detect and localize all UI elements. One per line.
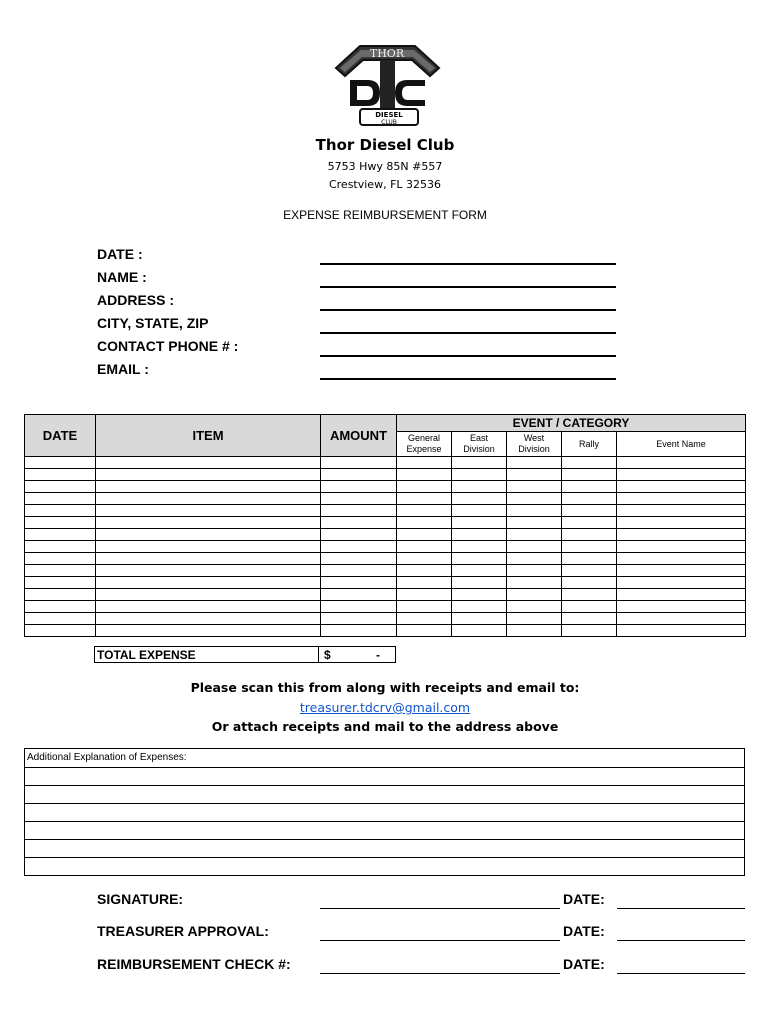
address-field[interactable] — [320, 309, 616, 311]
table-cell[interactable] — [617, 577, 746, 589]
table-cell[interactable] — [562, 517, 617, 529]
table-cell[interactable] — [25, 553, 96, 565]
svg-text:CLUB: CLUB — [381, 119, 397, 126]
col-header-date: DATE — [25, 415, 96, 457]
table-cell[interactable] — [321, 541, 397, 553]
signature-date-field[interactable] — [617, 908, 745, 909]
table-cell[interactable] — [397, 457, 452, 469]
table-cell[interactable] — [96, 469, 321, 481]
table-cell[interactable] — [25, 505, 96, 517]
table-cell[interactable] — [507, 505, 562, 517]
table-cell[interactable] — [562, 565, 617, 577]
table-cell[interactable] — [397, 577, 452, 589]
table-cell[interactable] — [452, 565, 507, 577]
date-field[interactable] — [320, 263, 616, 265]
table-cell[interactable] — [617, 505, 746, 517]
table-row — [25, 529, 746, 541]
table-cell[interactable] — [397, 541, 452, 553]
table-cell[interactable] — [321, 493, 397, 505]
table-cell[interactable] — [321, 457, 397, 469]
table-cell[interactable] — [617, 613, 746, 625]
table-cell[interactable] — [452, 481, 507, 493]
contact-phone-field[interactable] — [320, 355, 616, 357]
table-cell[interactable] — [562, 493, 617, 505]
reimbursement-check-label: REIMBURSEMENT CHECK #: — [97, 956, 291, 972]
col-header-event-category: EVENT / CATEGORY — [397, 415, 746, 432]
col-header-event-name: Event Name — [617, 432, 746, 457]
table-cell[interactable] — [452, 601, 507, 613]
table-cell[interactable] — [25, 457, 96, 469]
table-row — [25, 601, 746, 613]
col-header-amount: AMOUNT — [321, 415, 397, 457]
table-row — [25, 481, 746, 493]
table-cell[interactable] — [397, 589, 452, 601]
signature-date-label: DATE: — [563, 891, 605, 907]
table-cell[interactable] — [397, 565, 452, 577]
table-cell[interactable] — [397, 469, 452, 481]
table-cell[interactable] — [397, 601, 452, 613]
table-cell[interactable] — [321, 577, 397, 589]
table-cell[interactable] — [452, 613, 507, 625]
table-cell[interactable] — [562, 589, 617, 601]
table-cell[interactable] — [321, 469, 397, 481]
table-row — [25, 457, 746, 469]
table-cell[interactable] — [96, 613, 321, 625]
total-expense-label: TOTAL EXPENSE — [97, 648, 196, 662]
table-cell[interactable] — [25, 469, 96, 481]
table-cell[interactable] — [96, 601, 321, 613]
table-cell[interactable] — [321, 517, 397, 529]
table-cell[interactable] — [321, 553, 397, 565]
table-cell[interactable] — [562, 457, 617, 469]
table-cell[interactable] — [25, 577, 96, 589]
treasurer-approval-field[interactable] — [320, 940, 560, 941]
city-state-zip-field[interactable] — [320, 332, 616, 334]
explanation-line — [25, 803, 744, 804]
table-cell[interactable] — [96, 589, 321, 601]
table-cell[interactable] — [452, 625, 507, 637]
table-cell[interactable] — [617, 481, 746, 493]
table-cell[interactable] — [562, 601, 617, 613]
table-row — [25, 541, 746, 553]
table-cell[interactable] — [96, 541, 321, 553]
explanation-line — [25, 785, 744, 786]
table-cell[interactable] — [507, 541, 562, 553]
table-cell[interactable] — [452, 493, 507, 505]
table-cell[interactable] — [96, 529, 321, 541]
table-cell[interactable] — [96, 625, 321, 637]
signature-field[interactable] — [320, 908, 560, 909]
table-cell[interactable] — [507, 625, 562, 637]
table-cell[interactable] — [25, 601, 96, 613]
table-cell[interactable] — [562, 613, 617, 625]
table-cell[interactable] — [617, 517, 746, 529]
table-cell[interactable] — [562, 481, 617, 493]
table-cell[interactable] — [452, 553, 507, 565]
table-cell[interactable] — [507, 577, 562, 589]
table-cell[interactable] — [321, 625, 397, 637]
date-label: DATE : — [97, 246, 143, 262]
table-cell[interactable] — [96, 457, 321, 469]
col-header-item: ITEM — [96, 415, 321, 457]
table-cell[interactable] — [96, 565, 321, 577]
svg-text:DIESEL: DIESEL — [375, 111, 403, 119]
table-row — [25, 577, 746, 589]
explanation-line — [25, 767, 744, 768]
table-row — [25, 505, 746, 517]
treasurer-date-field[interactable] — [617, 940, 745, 941]
table-cell[interactable] — [617, 469, 746, 481]
city-state-zip-label: CITY, STATE, ZIP — [97, 315, 209, 331]
table-cell[interactable] — [25, 493, 96, 505]
table-cell[interactable] — [397, 481, 452, 493]
table-row — [25, 493, 746, 505]
table-cell[interactable] — [562, 541, 617, 553]
table-row — [25, 517, 746, 529]
table-cell[interactable] — [617, 493, 746, 505]
explanation-line — [25, 839, 744, 840]
table-cell[interactable] — [25, 625, 96, 637]
email-field[interactable] — [320, 378, 616, 380]
table-cell[interactable] — [452, 457, 507, 469]
check-date-label: DATE: — [563, 956, 605, 972]
table-cell[interactable] — [562, 505, 617, 517]
table-cell[interactable] — [562, 625, 617, 637]
table-cell[interactable] — [617, 541, 746, 553]
col-header-rally: Rally — [562, 432, 617, 457]
table-cell[interactable] — [617, 457, 746, 469]
explanation-line — [25, 857, 744, 858]
table-cell[interactable] — [507, 469, 562, 481]
table-cell[interactable] — [25, 529, 96, 541]
col-header-west-division: West Division — [507, 432, 562, 457]
table-cell[interactable] — [507, 493, 562, 505]
table-cell[interactable] — [25, 565, 96, 577]
instructions-line1: Please scan this from along with receipts and email to: — [190, 680, 580, 695]
table-cell[interactable] — [562, 529, 617, 541]
table-cell[interactable] — [397, 517, 452, 529]
treasurer-email-link[interactable]: treasurer.tdcrv@gmail.com — [299, 700, 471, 715]
table-cell[interactable] — [25, 613, 96, 625]
address-label: ADDRESS : — [97, 292, 175, 308]
table-cell[interactable] — [507, 529, 562, 541]
instructions-line2: Or attach receipts and mail to the address above — [211, 719, 559, 734]
table-cell[interactable] — [507, 457, 562, 469]
table-cell[interactable] — [96, 481, 321, 493]
additional-explanation-label: Additional Explanation of Expenses: — [27, 752, 187, 763]
table-cell[interactable] — [452, 505, 507, 517]
table-cell[interactable] — [397, 625, 452, 637]
table-cell[interactable] — [96, 517, 321, 529]
treasurer-date-label: DATE: — [563, 923, 605, 939]
table-row — [25, 469, 746, 481]
table-cell[interactable] — [507, 589, 562, 601]
club-address-line2: Crestview, FL 32536 — [328, 178, 442, 191]
table-cell[interactable] — [617, 565, 746, 577]
club-address-line1: 5753 Hwy 85N #557 — [327, 160, 443, 173]
table-cell[interactable] — [507, 613, 562, 625]
name-field[interactable] — [320, 286, 616, 288]
total-currency: $ — [324, 648, 331, 662]
col-header-general-expense: General Expense — [397, 432, 452, 457]
table-cell[interactable] — [397, 613, 452, 625]
table-cell[interactable] — [507, 481, 562, 493]
table-cell[interactable] — [507, 601, 562, 613]
table-row — [25, 613, 746, 625]
reimbursement-check-field[interactable] — [320, 973, 560, 974]
treasurer-approval-label: TREASURER APPROVAL: — [97, 923, 269, 939]
table-row — [25, 589, 746, 601]
table-cell[interactable] — [397, 553, 452, 565]
table-cell[interactable] — [397, 529, 452, 541]
explanation-line — [25, 821, 744, 822]
table-cell[interactable] — [25, 481, 96, 493]
thor-diesel-club-logo — [330, 38, 445, 130]
col-header-east-division: East Division — [452, 432, 507, 457]
total-expense-value[interactable]: - — [376, 648, 380, 662]
total-divider — [318, 646, 319, 663]
table-cell[interactable] — [96, 493, 321, 505]
table-cell[interactable] — [617, 553, 746, 565]
signature-label: SIGNATURE: — [97, 891, 184, 907]
table-cell[interactable] — [321, 481, 397, 493]
expense-table — [24, 414, 746, 637]
table-cell[interactable] — [507, 553, 562, 565]
table-cell[interactable] — [452, 517, 507, 529]
table-cell[interactable] — [321, 565, 397, 577]
table-cell[interactable] — [562, 577, 617, 589]
table-cell[interactable] — [562, 553, 617, 565]
table-cell[interactable] — [25, 541, 96, 553]
table-cell[interactable] — [617, 589, 746, 601]
table-cell[interactable] — [452, 529, 507, 541]
table-row — [25, 553, 746, 565]
table-cell[interactable] — [562, 469, 617, 481]
table-cell[interactable] — [321, 601, 397, 613]
svg-text:THOR: THOR — [369, 47, 405, 60]
table-cell[interactable] — [96, 505, 321, 517]
table-cell[interactable] — [452, 541, 507, 553]
table-cell[interactable] — [25, 589, 96, 601]
table-cell[interactable] — [507, 517, 562, 529]
table-row — [25, 625, 746, 637]
table-cell[interactable] — [617, 625, 746, 637]
contact-phone-label: CONTACT PHONE # : — [97, 338, 239, 354]
table-cell[interactable] — [96, 577, 321, 589]
table-cell[interactable] — [321, 505, 397, 517]
table-cell[interactable] — [25, 517, 96, 529]
table-cell[interactable] — [507, 565, 562, 577]
name-label: NAME : — [97, 269, 147, 285]
table-cell[interactable] — [452, 589, 507, 601]
table-cell[interactable] — [321, 529, 397, 541]
email-label: EMAIL : — [97, 361, 149, 377]
form-title: EXPENSE REIMBURSEMENT FORM — [283, 208, 487, 222]
club-name: Thor Diesel Club — [315, 136, 455, 154]
table-cell[interactable] — [321, 589, 397, 601]
table-row — [25, 565, 746, 577]
table-cell[interactable] — [452, 469, 507, 481]
check-date-field[interactable] — [617, 973, 745, 974]
table-cell[interactable] — [321, 613, 397, 625]
table-cell[interactable] — [96, 553, 321, 565]
table-cell[interactable] — [397, 505, 452, 517]
table-cell[interactable] — [617, 601, 746, 613]
table-cell[interactable] — [452, 577, 507, 589]
table-cell[interactable] — [397, 493, 452, 505]
table-cell[interactable] — [617, 529, 746, 541]
